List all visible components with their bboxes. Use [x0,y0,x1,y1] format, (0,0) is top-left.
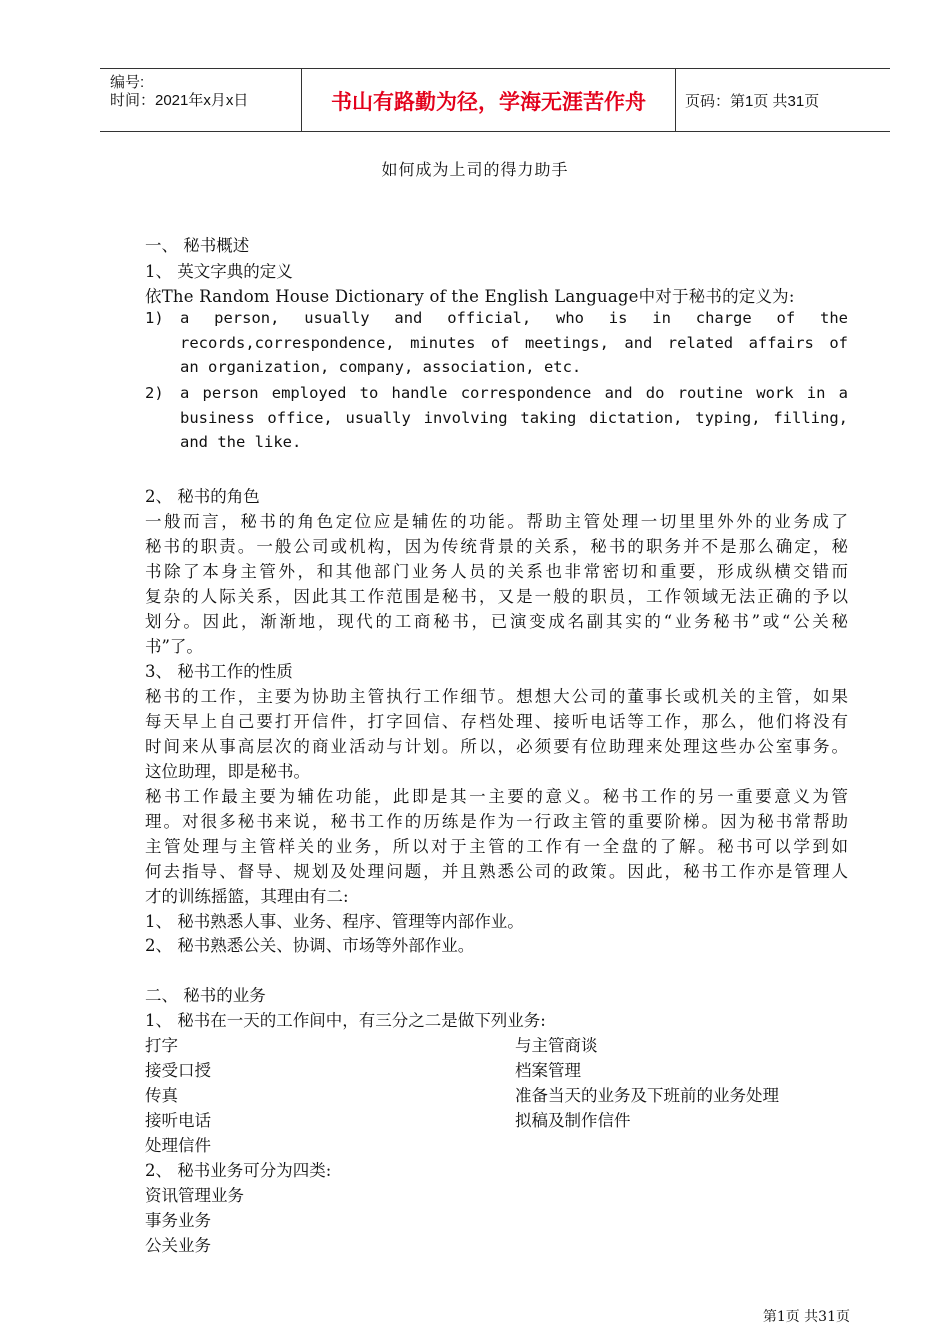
paragraph-line: 秘书的工作，主要为协助主管执行工作细节。想想大公司的董事长或机关的主管，如果 [145,687,848,706]
task-item: 传真 [145,1086,178,1105]
category-item: 事务业务 [145,1211,211,1230]
paragraph-line: 一般而言，秘书的角色定位应是辅佐的功能。帮助主管处理一切里里外外的业务成了 [145,512,848,531]
paragraph-line: 何去指导、督导、规划及处理问题，并且熟悉公司的政策。因此，秘书工作亦是管理人 [145,862,848,881]
task-item: 接受口授 [145,1061,211,1080]
task-item: 拟稿及制作信件 [515,1111,631,1130]
document-number-label: 编号: [110,74,145,91]
paragraph-line: 时间来从事高层次的商业活动与计划。所以，必须要有位助理来处理这些办公室事务。 [145,737,848,756]
definition-line: a person, usually and official, who is in charge of the [180,309,848,327]
paragraph-line: 理。对很多秘书来说，秘书工作的历练是作为一行政主管的重要阶梯。因为秘书常帮助 [145,812,848,831]
subsection-heading: 2、 秘书业务可分为四类: [145,1161,332,1180]
list-number: 1) [145,309,164,327]
paragraph-line: 复杂的人际关系，因此其工作范围是秘书，又是一般的职员，工作领域无法正确的予以 [145,587,848,606]
task-item: 与主管商谈 [515,1036,598,1055]
paragraph-line: 才的训练摇篮，其理由有二: [145,887,349,906]
task-item: 处理信件 [145,1136,211,1155]
document-title: 如何成为上司的得力助手 [381,160,569,179]
definition-line: a person employed to handle correspondence and do routine work in a [180,384,848,402]
document-time-label: 时间：2021年x月x日 [110,92,249,109]
reason-item: 1、 秘书熟悉人事、业务、程序、管理等内部作业。 [145,912,524,931]
section-heading: 一、 秘书概述 [145,236,250,255]
task-item: 准备当天的业务及下班前的业务处理 [515,1086,779,1105]
category-item: 公关业务 [145,1236,211,1255]
definition-line: and the like. [180,433,302,451]
header-page-cell [675,69,890,131]
subsection-heading: 1、 英文字典的定义 [145,262,293,281]
paragraph-line: 主管处理与主管样关的业务，所以对于主管的工作有一全盘的了解。秘书可以学到如 [145,837,848,856]
reason-item: 2、 秘书熟悉公关、协调、市场等外部作业。 [145,936,475,955]
category-item: 资讯管理业务 [145,1186,244,1205]
subsection-heading: 2、 秘书的角色 [145,487,260,506]
definition-line: records,correspondence, minutes of meetings, and related affairs of [180,334,848,352]
definition-line: an organization, company, association, etc. [180,358,582,376]
task-item: 接听电话 [145,1111,211,1130]
paragraph-line: 依The Random House Dictionary of the English Language中对于秘书的定义为: [145,287,795,306]
subsection-heading: 3、 秘书工作的性质 [145,662,293,681]
paragraph-line: 秘书工作最主要为辅佐功能，此即是其一主要的意义。秘书工作的另一重要意义为管 [145,787,848,806]
page-footer: 第1页 共31页 [762,1309,850,1325]
paragraph-line: 这位助理，即是秘书。 [145,762,310,781]
paragraph-line: 划分。因此，渐渐地，现代的工商秘书，已演变成名副其实的“业务秘书”或“公关秘 [145,612,848,631]
task-item: 档案管理 [515,1061,581,1080]
section-heading: 二、 秘书的业务 [145,986,266,1005]
header-meta-cell [100,69,300,131]
paragraph-line: 书除了本身主管外，和其他部门业务人员的关系也非常密切和重要，形成纵横交错而 [145,562,848,581]
paragraph-line: 书”了。 [145,637,203,656]
paragraph-line: 秘书的职责。一般公司或机构，因为传统背景的关系，秘书的职务并不是那么确定，秘 [145,537,848,556]
task-item: 打字 [145,1036,178,1055]
subsection-heading: 1、 秘书在一天的工作间中，有三分之二是做下列业务: [145,1011,546,1030]
header-page-label: 页码：第1页 共31页 [685,93,820,110]
definition-line: business office, usually involving taking dictation, typing, filling, [180,409,848,427]
page-header [100,68,890,132]
header-motto: 书山有路勤为径，学海无涯苦作舟 [331,90,646,114]
paragraph-line: 每天早上自己要打开信件，打字回信、存档处理、接听电话等工作，那么，他们将没有 [145,712,848,731]
header-motto-cell [301,69,676,131]
list-number: 2) [145,384,164,402]
